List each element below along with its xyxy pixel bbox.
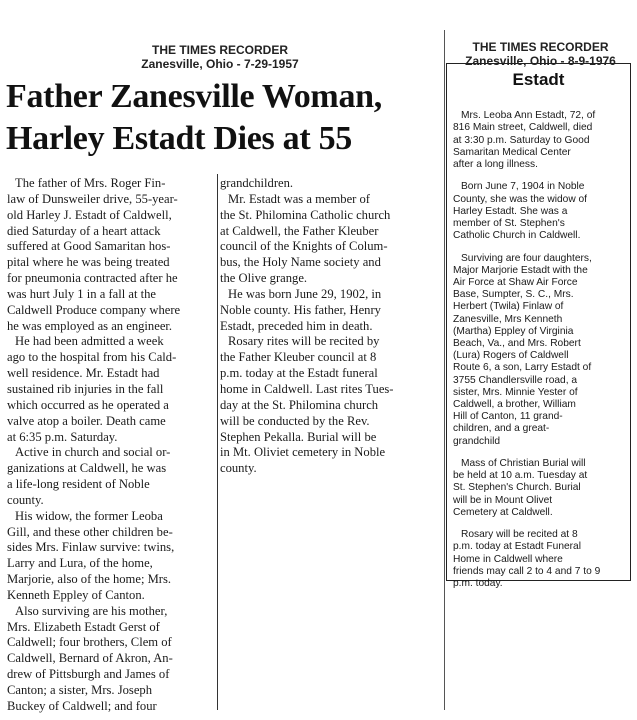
text-line: Caldwell, Bernard of Akron, An-: [7, 651, 173, 666]
headline-line-1: Father Zanesville Woman,: [6, 78, 382, 115]
paragraph: [7, 176, 216, 334]
text-line: 3755 Chandlersville road, a: [453, 374, 578, 386]
text-line: Herbert (Twila) Finlaw of: [453, 301, 564, 313]
headline: [6, 76, 440, 160]
text-line: p.m. today at Estadt Funeral: [453, 541, 581, 553]
text-line: suffered at Good Samaritan hos-: [7, 239, 171, 254]
text-line: at 6:35 p.m. Saturday.: [7, 429, 118, 444]
text-line: Air Force at Shaw Air Force: [453, 277, 578, 288]
text-line: died Saturday of a heart attack: [7, 223, 161, 238]
text-line: Zanesville, Mrs Kenneth: [453, 313, 563, 325]
text-line: St. Stephen's Church. Burial: [453, 482, 581, 494]
text-line: old Harley J. Estadt of Caldwell,: [7, 207, 172, 222]
obituary-title: Estadt: [512, 70, 565, 89]
text-line: p.m. today.: [453, 578, 503, 590]
text-line: at Caldwell, the Father Kleuber: [220, 223, 379, 238]
text-line: Mrs. Leoba Ann Estadt, 72, of: [461, 110, 596, 122]
text-line: friends may call 2 to 4 and 7 to 9: [453, 565, 601, 577]
text-line: Route 6, a son, Larry Estadt of: [453, 362, 592, 374]
text-line: valve atop a boiler. Death came: [7, 413, 166, 428]
text-line: He had been admitted a week: [15, 334, 164, 349]
text-line: grandchildren.: [220, 176, 294, 190]
text-line: member of St. Stephen's: [453, 218, 565, 229]
paragraph: [7, 509, 216, 604]
text-line: Larry and Lura, of the home,: [7, 556, 153, 571]
headline-line-2: Harley Estadt Dies at 55: [6, 120, 352, 157]
text-line: Beach, Va., and Mrs. Robert: [453, 338, 581, 350]
text-line: Mr. Estadt was a member of: [228, 191, 370, 206]
text-line: Estadt, preceded him in death.: [220, 318, 373, 333]
text-line: for pneumonia contracted after he: [7, 271, 178, 286]
left-source-header: [120, 43, 320, 71]
text-line: Kenneth Eppley of Canton.: [7, 587, 145, 602]
obituary-box-1976: [446, 63, 631, 590]
paragraph: [220, 334, 436, 477]
text-line: sides Mrs. Finlaw survive: twins,: [7, 540, 175, 555]
text-line: at 3:30 p.m. Saturday to Good: [453, 134, 590, 146]
text-line: Catholic Church in Caldwell.: [453, 230, 581, 242]
text-line: well residence. Mr. Estadt had: [7, 366, 160, 381]
text-line: Base, Sumpter, S. C., Mrs.: [453, 289, 574, 301]
text-line: The father of Mrs. Roger Fin-: [15, 176, 166, 190]
text-line: Harley Estadt. She was a: [453, 205, 568, 217]
text-line: Major Marjorie Estadt with the: [453, 264, 588, 276]
text-line: county.: [220, 461, 257, 476]
paragraph: [453, 110, 629, 171]
paragraph: [453, 529, 629, 590]
text-line: in Mt. Oliviet cemetery in Noble: [220, 445, 386, 460]
text-line: the St. Philomina Catholic church: [220, 207, 391, 222]
text-line: Caldwell; four brothers, Clem of: [7, 635, 172, 650]
article-column-1: [7, 176, 216, 715]
text-line: Hill of Canton, 11 grand-: [453, 411, 563, 423]
paragraph: [453, 181, 629, 242]
article-column-2: [220, 176, 436, 477]
paragraph: [7, 445, 216, 508]
left-place-date: Zanesville, Ohio - 7-29-1957: [141, 57, 299, 71]
paragraph: [220, 176, 436, 192]
text-line: a life-long resident of Noble: [7, 477, 150, 492]
text-line: Active in church and social or-: [15, 445, 171, 460]
obituary-text: [453, 100, 629, 600]
text-line: council of the Knights of Colum-: [220, 239, 388, 254]
text-line: county.: [7, 492, 44, 507]
text-line: ago to the hospital from his Cald-: [7, 350, 177, 365]
paragraph: [7, 334, 216, 445]
text-line: Samaritan Medical Center: [453, 146, 571, 158]
text-line: Buckey of Caldwell; and four: [7, 698, 157, 713]
text-line: Cemetery at Caldwell.: [453, 506, 553, 518]
text-line: Mrs. Elizabeth Estadt Gerst of: [7, 619, 160, 634]
text-line: Mass of Christian Burial will: [461, 458, 586, 470]
text-line: was hurt July 1 in a fall at the: [7, 286, 156, 301]
text-line: 816 Main street, Caldwell, died: [453, 122, 593, 134]
text-line: which occurred as he operated a: [7, 397, 169, 412]
paragraph: [220, 287, 436, 335]
text-line: grandchild: [453, 435, 501, 447]
text-line: Noble county. His father, Henry: [220, 302, 381, 317]
text-line: p.m. today at the Estadt funeral: [220, 366, 378, 381]
text-line: the Father Kleuber council at 8: [220, 350, 377, 365]
right-place-date: Zanesville, Ohio - 8-9-1976: [465, 54, 616, 68]
right-paper-name: THE TIMES RECORDER: [472, 40, 609, 54]
text-line: Home in Caldwell where: [453, 553, 563, 565]
text-line: Rosary will be recited at 8: [461, 529, 578, 541]
column-divider: [217, 174, 218, 710]
text-line: Also surviving are his mother,: [15, 603, 168, 618]
text-line: children, and a great-: [453, 423, 550, 435]
text-line: Gill, and these other children be-: [7, 524, 173, 539]
text-line: he was employed as an engineer.: [7, 318, 173, 333]
text-line: (Lura) Rogers of Caldwell: [453, 350, 569, 362]
text-line: He was born June 29, 1902, in: [228, 286, 382, 301]
text-line: the Olive grange.: [220, 271, 308, 286]
text-line: will be conducted by the Rev.: [220, 413, 370, 428]
text-line: be held at 10 a.m. Tuesday at: [453, 470, 588, 482]
text-line: day at the St. Philomina church: [220, 397, 379, 412]
text-line: Caldwell, a brother, William: [453, 399, 576, 411]
paragraph: [220, 192, 436, 287]
text-line: home in Caldwell. Last rites Tues-: [220, 381, 394, 396]
text-line: His widow, the former Leoba: [15, 508, 163, 523]
text-line: bus, the Holy Name society and: [220, 255, 381, 270]
text-line: Marjorie, also of the home; Mrs.: [7, 572, 172, 587]
paragraph: [453, 458, 629, 519]
text-line: County, she was the widow of: [453, 193, 588, 205]
text-line: sustained rib injuries in the fall: [7, 381, 164, 396]
text-line: sister, Mrs. Minnie Yester of: [453, 386, 578, 398]
text-line: law of Dunsweiler drive, 55-year-: [7, 191, 178, 206]
paragraph: [453, 253, 629, 448]
text-line: Canton; a sister, Mrs. Joseph: [7, 683, 153, 697]
text-line: Surviving are four daughters,: [461, 252, 592, 264]
text-line: Born June 7, 1904 in Noble: [461, 181, 585, 193]
page-divider: [444, 30, 445, 710]
text-line: after a long illness.: [453, 159, 538, 170]
paragraph: [7, 604, 216, 715]
text-line: drew of Pittsburgh and James of: [7, 667, 170, 682]
text-line: ganizations at Caldwell, he was: [7, 461, 167, 476]
text-line: pital where he was being treated: [7, 255, 170, 270]
text-line: Stephen Pekalla. Burial will be: [220, 429, 377, 444]
left-paper-name: THE TIMES RECORDER: [151, 43, 288, 57]
text-line: Caldwell Produce company where: [7, 302, 181, 317]
text-line: will be in Mount Olivet: [453, 494, 553, 506]
text-line: (Martha) Eppley of Virginia: [453, 325, 574, 337]
text-line: Rosary rites will be recited by: [228, 334, 380, 349]
